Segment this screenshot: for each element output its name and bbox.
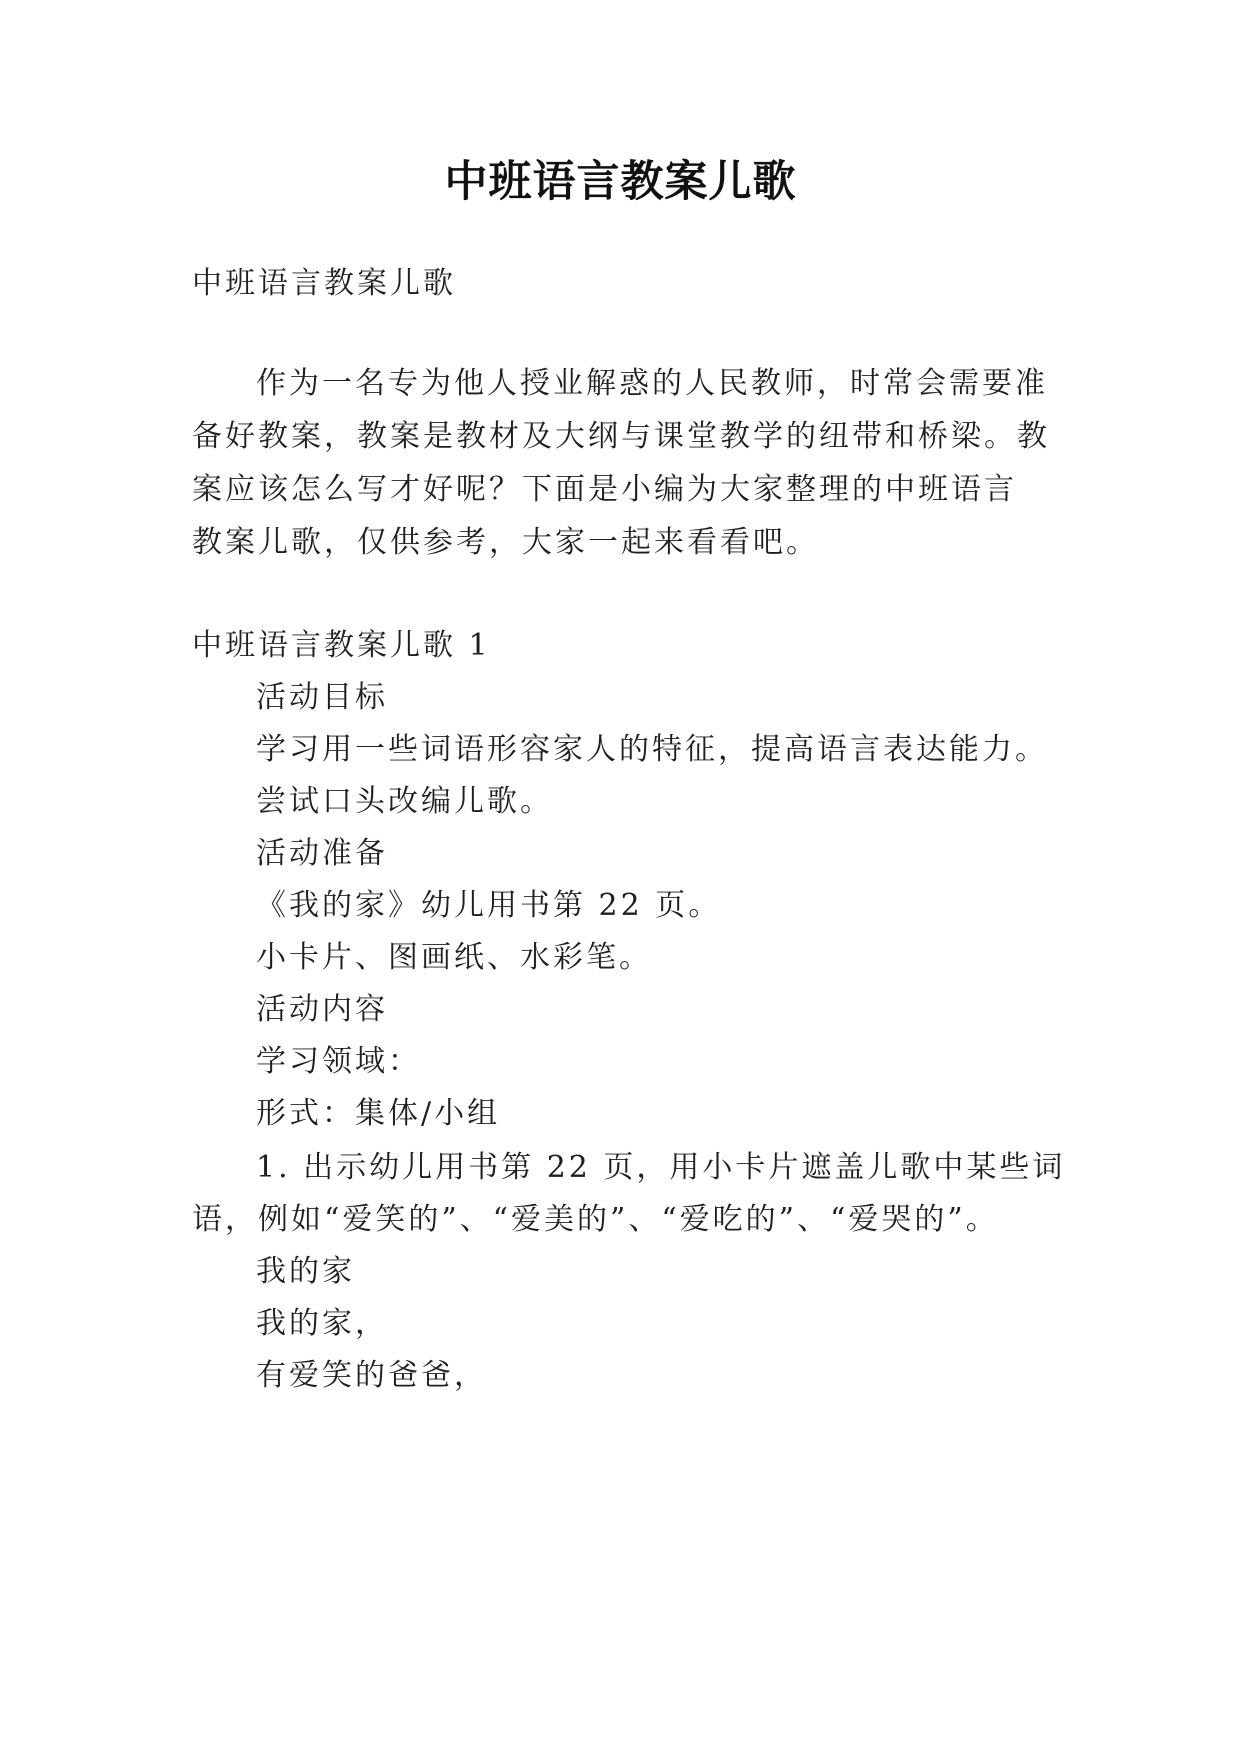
intro-line-2: 备好教案，教案是教材及大纲与课堂教学的纽带和桥梁。教 bbox=[192, 419, 1050, 454]
body-line: 语，例如“爱笑的”、“爱美的”、“爱吃的”、“爱哭的”。 bbox=[192, 1202, 999, 1237]
body-line: 活动准备 bbox=[256, 836, 388, 871]
document-subtitle: 中班语言教案儿歌 bbox=[192, 266, 456, 301]
body-line: 1. 出示幼儿用书第 22 页，用小卡片遮盖儿歌中某些词 bbox=[256, 1150, 1066, 1185]
body-line: 学习用一些词语形容家人的特征，提高语言表达能力。 bbox=[256, 732, 1048, 767]
body-line: 我的家 bbox=[256, 1254, 355, 1289]
intro-line-4: 教案儿歌，仅供参考，大家一起来看看吧。 bbox=[192, 525, 819, 560]
body-line: 活动内容 bbox=[256, 992, 388, 1027]
body-line: 有爱笑的爸爸， bbox=[256, 1358, 487, 1393]
body-line: 小卡片、图画纸、水彩笔。 bbox=[256, 940, 652, 975]
body-line: 学习领域： bbox=[256, 1044, 421, 1079]
body-line: 我的家， bbox=[256, 1306, 388, 1341]
body-line: 活动目标 bbox=[256, 680, 388, 715]
section-heading: 中班语言教案儿歌 1 bbox=[192, 628, 491, 663]
body-line: 尝试口头改编儿歌。 bbox=[256, 784, 553, 819]
intro-line-3: 案应该怎么写才好呢？下面是小编为大家整理的中班语言 bbox=[192, 472, 1017, 507]
intro-line-1: 作为一名专为他人授业解惑的人民教师，时常会需要准 bbox=[256, 366, 1048, 401]
body-line: 形式：集体/小组 bbox=[256, 1096, 501, 1131]
document-title: 中班语言教案儿歌 bbox=[444, 157, 797, 207]
body-line: 《我的家》幼儿用书第 22 页。 bbox=[256, 888, 722, 923]
